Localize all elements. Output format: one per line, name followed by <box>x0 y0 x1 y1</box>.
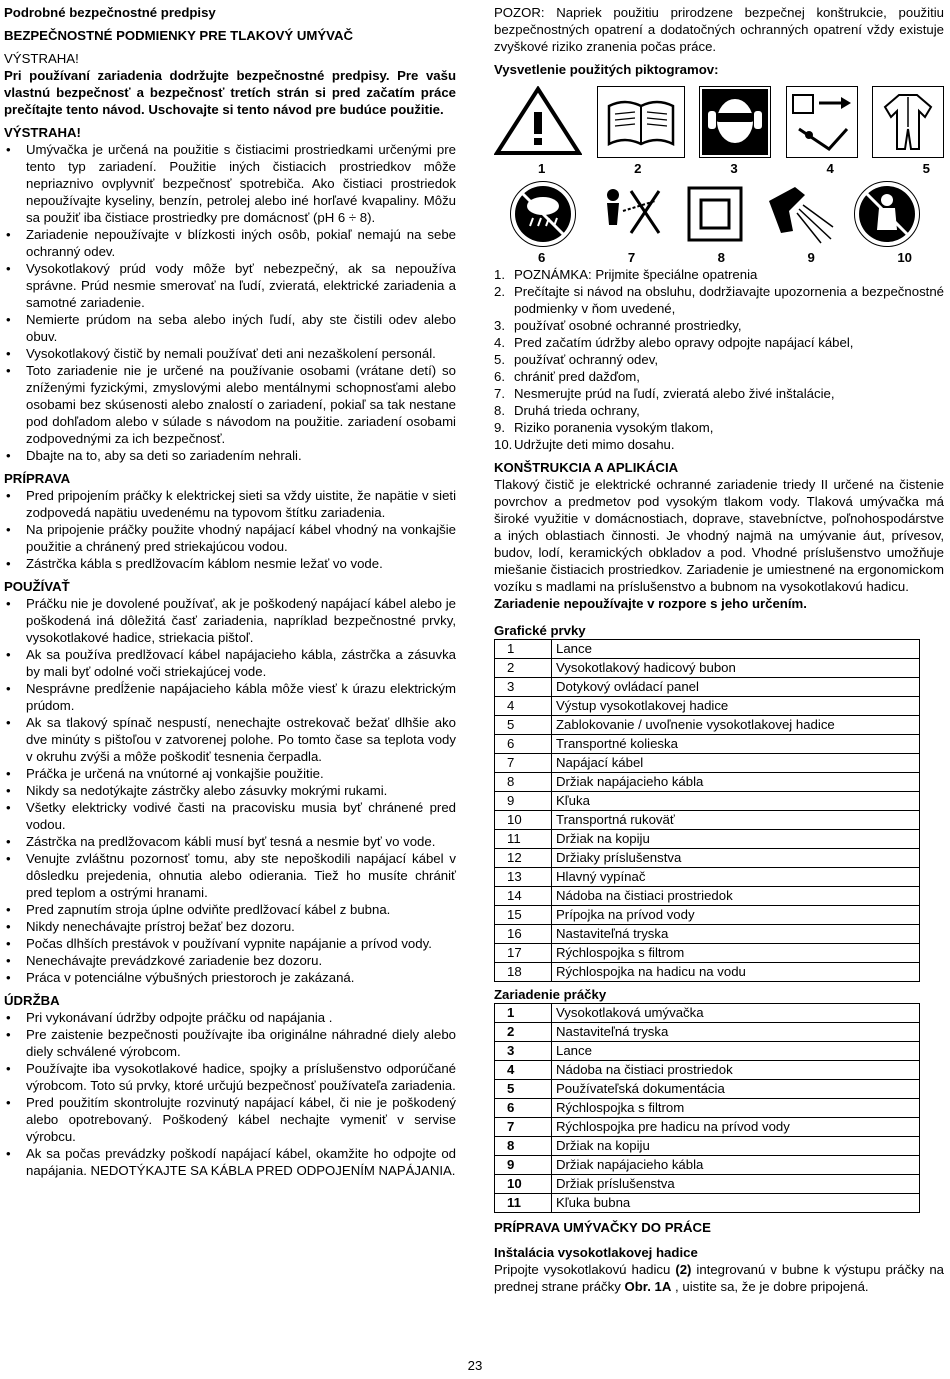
table-cell-number: 4 <box>495 1061 552 1080</box>
list-item: • Nenechávajte prevádzkové zariadenie bez dozoru. <box>4 952 456 969</box>
warning-text: Pri používaní zariadenia dodržujte bezpečnostné predpisy. Pre vašu vlastnú bezpečnosť a bezpečnosť tretích strán si pred začatím práce prečítajte tento návod. Uschovajte si tento návod pre budúce použitie. <box>4 68 456 117</box>
table-cell-number: 3 <box>495 678 552 697</box>
pictogram-legend-item <box>494 317 944 334</box>
table-row <box>495 1194 920 1213</box>
picto-num: 5 <box>922 161 930 176</box>
table-cell-number: 9 <box>495 1156 552 1175</box>
table-row <box>495 887 920 906</box>
warning-label-2: VÝSTRAHA! <box>4 125 81 140</box>
pictogram-legend-item <box>494 402 944 419</box>
priprava-umyvacky-heading: PRÍPRAVA UMÝVAČKY DO PRÁCE <box>494 1220 711 1235</box>
table-cell-label: Držiak na kopiju <box>552 1137 920 1156</box>
pictogram-legend-item <box>494 266 944 283</box>
legend-number: 2. <box>494 284 505 299</box>
udrzba-list <box>4 1009 456 1179</box>
picto-num: 10 <box>897 250 912 265</box>
table-row <box>495 1156 920 1175</box>
legend-number: 10. <box>494 437 513 452</box>
table-cell-label: Používateľská dokumentácia <box>552 1080 920 1099</box>
table-cell-number: 14 <box>495 887 552 906</box>
table-cell-number: 1 <box>495 640 552 659</box>
table-cell-number: 4 <box>495 697 552 716</box>
table-cell-number: 18 <box>495 963 552 982</box>
pictogram-legend-item <box>494 334 944 351</box>
right-column <box>494 4 944 1295</box>
table-cell-label: Dotykový ovládací panel <box>552 678 920 697</box>
legend-number: 9. <box>494 420 505 435</box>
table-cell-number: 2 <box>495 659 552 678</box>
table-cell-number: 11 <box>495 830 552 849</box>
table-cell-label: Držiak na kopiju <box>552 830 920 849</box>
protective-suit-icon <box>872 86 944 158</box>
table-row <box>495 1042 920 1061</box>
table-cell-number: 6 <box>495 1099 552 1118</box>
table-cell-number: 3 <box>495 1042 552 1061</box>
list-item: • Práčka je určená na vnútorné aj vonkajšie použitie. <box>4 765 456 782</box>
table-cell-label: Kľuka <box>552 792 920 811</box>
konstrukcia-heading: KONŠTRUKCIA A APLIKÁCIA <box>494 460 679 475</box>
legend-text: POZNÁMKA: Prijmite špeciálne opatrenia <box>514 267 758 282</box>
legend-number: 8. <box>494 403 505 418</box>
picto-num: 8 <box>717 250 725 265</box>
table-cell-label: Držiaky príslušenstva <box>552 849 920 868</box>
list-item: • Pred zapnutím stroja úplne odviňte predlžovací kábel z bubna. <box>4 901 456 918</box>
table-cell-label: Vysokotlakový hadicový bubon <box>552 659 920 678</box>
list-item: • Nesprávne predĺženie napájacieho kábla môže viesť k úrazu elektrickým prúdom. <box>4 680 456 714</box>
picto-num: 1 <box>538 161 546 176</box>
safety-subtitle: BEZPEČNOSTNÉ PODMIENKY PRE TLAKOVÝ UMÝVAČ <box>4 28 354 43</box>
list-item: • Pre zaistenie bezpečnosti používajte iba originálne náhradné diely alebo diely schválené výrobcom. <box>4 1026 456 1060</box>
picto-num: 9 <box>807 250 815 265</box>
legend-text: Druhá trieda ochrany, <box>514 403 640 418</box>
list-item: • Vysokotlakový čistič by nemali používať deti ani nezaškolení personál. <box>4 345 456 362</box>
graficke-table <box>494 639 920 982</box>
table-row <box>495 792 920 811</box>
instalacia-text: Pripojte vysokotlakovú hadicu (2) integrovanú v bubne k výstupu práčky na prednej strane práčky Obr. 1A , uistite sa, že je dobre pripojená. <box>494 1262 944 1294</box>
class-ii-icon <box>682 181 748 247</box>
legend-text: používať ochranný odev, <box>514 352 658 367</box>
table-row <box>495 773 920 792</box>
pictogram-legend-item <box>494 419 944 436</box>
pictogram-legend-item <box>494 351 944 368</box>
zariadenie-table <box>494 1003 920 1213</box>
table-row <box>495 754 920 773</box>
warning-list <box>4 141 456 464</box>
list-item: • Nikdy nenechávajte prístroj bežať bez dozoru. <box>4 918 456 935</box>
legend-number: 5. <box>494 352 505 367</box>
warning-label: VÝSTRAHA! <box>4 51 79 66</box>
table-cell-label: Lance <box>552 640 920 659</box>
table-cell-label: Zablokovanie / uvoľnenie vysokotlakovej hadice <box>552 716 920 735</box>
pictogram-legend-item <box>494 385 944 402</box>
table-row <box>495 678 920 697</box>
instalacia-heading: Inštalácia vysokotlakovej hadice <box>494 1245 698 1260</box>
table-cell-number: 17 <box>495 944 552 963</box>
table-cell-label: Výstup vysokotlakovej hadice <box>552 697 920 716</box>
table-cell-label: Rýchlospojka pre hadicu na prívod vody <box>552 1118 920 1137</box>
table-cell-number: 5 <box>495 1080 552 1099</box>
table-cell-label: Rýchlospojka s filtrom <box>552 944 920 963</box>
zariadenie-heading: Zariadenie práčky <box>494 987 607 1002</box>
section-title: Podrobné bezpečnostné predpisy <box>4 5 216 20</box>
picto-num: 2 <box>634 161 642 176</box>
table-cell-number: 10 <box>495 1175 552 1194</box>
table-row <box>495 963 920 982</box>
table-row <box>495 811 920 830</box>
list-item: • Všetky elektricky vodivé časti na pracovisku musia byť chránené pred vodou. <box>4 799 456 833</box>
table-cell-label: Kľuka bubna <box>552 1194 920 1213</box>
table-cell-number: 10 <box>495 811 552 830</box>
table-cell-label: Držiak napájacieho kábla <box>552 773 920 792</box>
table-row <box>495 1080 920 1099</box>
table-cell-number: 1 <box>495 1004 552 1023</box>
table-cell-label: Nádoba na čistiaci prostriedok <box>552 887 920 906</box>
list-item: • Na pripojenie práčky použite vhodný napájací kábel vhodný na vonkajšie použitie a chránený pred striekajúcou vodou. <box>4 521 456 555</box>
list-item: • Toto zariadenie nie je určené na používanie osobami (vrátane detí) so zníženými fyzickými, zmyslovými alebo mentálnymi schopnosťami alebo osobami bez skúsenosti alebo znalostí o zariadení, pokiaľ sa tak nestane pod dohľadom alebo v súlade s návodom na použitie. zariadení osobami zodpovednými za ich bezpečnosť. <box>4 362 456 447</box>
table-cell-label: Držiak napájacieho kábla <box>552 1156 920 1175</box>
table-row <box>495 1175 920 1194</box>
legend-number: 1. <box>494 267 505 282</box>
pozor-text: POZOR: Napriek použitiu prirodzene bezpečnej konštrukcie, použitiu bezpečnostných opatrení a dodatočných ochranných opatrení vždy existuje zvyškové riziko zranenia počas práce. <box>494 5 944 54</box>
list-item: • Zariadenie nepoužívajte v blízkosti iných osôb, pokiaľ nemajú na sebe ochranný odev. <box>4 226 456 260</box>
table-cell-number: 12 <box>495 849 552 868</box>
legend-text: Prečítajte si návod na obsluhu, dodržiavajte upozornenia a bezpečnostné podmienky v ňom uvedené, <box>514 284 944 316</box>
table-row <box>495 697 920 716</box>
unplug-icon <box>786 86 858 158</box>
list-item: • Zástrčka kábla s predlžovacím káblom nesmie ležať vo vode. <box>4 555 456 572</box>
table-cell-number: 7 <box>495 754 552 773</box>
table-cell-number: 13 <box>495 868 552 887</box>
table-row <box>495 1061 920 1080</box>
open-book-icon <box>597 86 685 158</box>
legend-text: Nesmerujte prúd na ľudí, zvieratá alebo živé inštalácie, <box>514 386 835 401</box>
picto-num: 6 <box>538 250 546 265</box>
table-row <box>495 1099 920 1118</box>
konstrukcia-warning: Zariadenie nepoužívajte v rozpore s jeho určením. <box>494 596 807 611</box>
table-row <box>495 659 920 678</box>
pictogram-row-1 <box>494 86 944 158</box>
table-row <box>495 716 920 735</box>
list-item: • Nikdy sa nedotýkajte zástrčky alebo zásuvky mokrými rukami. <box>4 782 456 799</box>
table-row <box>495 849 920 868</box>
table-cell-number: 2 <box>495 1023 552 1042</box>
list-item: • Počas dlhších prestávok v používaní vypnite napájanie a prívod vody. <box>4 935 456 952</box>
legend-text: používať osobné ochranné prostriedky, <box>514 318 742 333</box>
legend-number: 7. <box>494 386 505 401</box>
pictogram-row-2 <box>494 181 944 247</box>
table-row <box>495 640 920 659</box>
table-cell-number: 8 <box>495 773 552 792</box>
pictogram-legend-item <box>494 283 944 317</box>
table-row <box>495 830 920 849</box>
table-row <box>495 906 920 925</box>
table-row <box>495 1004 920 1023</box>
keep-children-away-icon <box>854 181 920 247</box>
picto-num: 4 <box>826 161 834 176</box>
table-cell-label: Lance <box>552 1042 920 1061</box>
protective-gear-icon <box>699 86 771 158</box>
picto-heading: Vysvetlenie použitých piktogramov: <box>494 62 719 77</box>
legend-number: 3. <box>494 318 505 333</box>
udrzba-heading: ÚDRŽBA <box>4 993 60 1008</box>
table-row <box>495 1118 920 1137</box>
list-item: • Pri vykonávaní údržby odpojte práčku od napájania . <box>4 1009 456 1026</box>
table-cell-number: 8 <box>495 1137 552 1156</box>
table-cell-label: Rýchlospojka s filtrom <box>552 1099 920 1118</box>
page-number: 23 <box>467 1358 483 1373</box>
priprava-heading: PRÍPRAVA <box>4 471 71 486</box>
list-item: • Nemierte prúdom na seba alebo iných ľudí, aby ste čistili odev alebo obuv. <box>4 311 456 345</box>
table-cell-label: Transportná rukoväť <box>552 811 920 830</box>
list-item: • Ak sa počas prevádzky poškodí napájací kábel, okamžite ho odpojte od napájania. NEDOTÝKAJTE SA KÁBLA PRED ODPOJENÍM NAPÁJANIA. <box>4 1145 456 1179</box>
list-item: • Ak sa používa predlžovací kábel napájacieho kábla, zástrčka a zásuvka by mali byť odolné voči striekajúcej vode. <box>4 646 456 680</box>
table-cell-label: Nastaviteľná tryska <box>552 925 920 944</box>
table-cell-label: Transportné kolieska <box>552 735 920 754</box>
legend-text: Pred začatím údržby alebo opravy odpojte napájací kábel, <box>514 335 854 350</box>
high-pressure-jet-icon <box>765 181 837 247</box>
picto-num: 3 <box>730 161 738 176</box>
list-item: • Pred pripojením práčky k elektrickej sieti sa vždy uistite, že napätie v sieti zodpovedá napätiu uvedenému na typovom štítku zariadenia. <box>4 487 456 521</box>
list-item: • Ak sa tlakový spínač nespustí, nenechajte ostrekovač bežať dlhšie ako dve minúty s pištoľou v zatvorenej polohe. Po tomto čase sa teplota vody v okruhu zvýši a môže poškodiť tesnenia čerpadla. <box>4 714 456 765</box>
list-item: • Vysokotlakový prúd vody môže byť nebezpečný, ak sa nepoužíva správne. Prúd nesmie smerovať na ľudí, zvieratá, elektrické zariadenia a samotné zariadenie. <box>4 260 456 311</box>
left-column <box>4 4 456 1179</box>
pictogram-numbers-2 <box>494 249 944 266</box>
table-row <box>495 944 920 963</box>
table-cell-label: Nastaviteľná tryska <box>552 1023 920 1042</box>
table-cell-label: Hlavný vypínač <box>552 868 920 887</box>
picto-num: 7 <box>627 250 636 265</box>
table-cell-number: 9 <box>495 792 552 811</box>
pictogram-numbers-1 <box>494 160 944 177</box>
table-row <box>495 925 920 944</box>
graficke-heading: Grafické prvky <box>494 623 586 638</box>
list-item: • Dbajte na to, aby sa deti so zariadením nehrali. <box>4 447 456 464</box>
table-row <box>495 1023 920 1042</box>
list-item: • Používajte iba vysokotlakové hadice, spojky a príslušenstvo odporúčané výrobcom. Toto sú prvky, ktoré určujú bezpečnosť používateľa zariadenia. <box>4 1060 456 1094</box>
table-cell-number: 15 <box>495 906 552 925</box>
table-row <box>495 1137 920 1156</box>
table-cell-number: 11 <box>495 1194 552 1213</box>
rain-protection-icon <box>510 181 576 247</box>
table-cell-number: 7 <box>495 1118 552 1137</box>
pictogram-legend-item <box>494 368 944 385</box>
list-item: • Zástrčka na predlžovacom kábli musí byť tesná a nesmie byť vo vode. <box>4 833 456 850</box>
list-item: • Pred použitím skontrolujte rozvinutý napájací kábel, či nie je poškodený alebo opotrebovaný. Poškodený kábel nechajte vymeniť v servise výrobcu. <box>4 1094 456 1145</box>
table-row <box>495 735 920 754</box>
legend-text: Riziko poranenia vysokým tlakom, <box>514 420 714 435</box>
warning-triangle-icon <box>494 86 582 156</box>
table-cell-label: Nádoba na čistiaci prostriedok <box>552 1061 920 1080</box>
list-item: • Venujte zvláštnu pozornosť tomu, aby ste nepoškodili napájací kábel v dôsledku prejedenia, ohnutia alebo odierania. Tiež ho musíte chrániť pred teplom a ostrými hranami. <box>4 850 456 901</box>
table-cell-label: Prípojka na prívod vody <box>552 906 920 925</box>
table-cell-number: 5 <box>495 716 552 735</box>
list-item: • Umývačka je určená na použitie s čistiacimi prostriedkami určenými pre tento typ zariadení. Použitie iných čistiacich prostriedkov môže nepriaznivo ovplyvniť bezpečnosť spotrebiča. Ako čistiaci prostriedok nepoužívajte kyseliny, benzín, petrolej alebo iné horľavé kvapaliny. Môžu sa použiť iba čistiace prostriedky pre domácnosť (pH 6 ÷ 8). <box>4 141 456 226</box>
legend-number: 4. <box>494 335 505 350</box>
no-spray-people-icon <box>593 181 665 247</box>
pouzivat-list <box>4 595 456 986</box>
priprava-list <box>4 487 456 572</box>
table-row <box>495 868 920 887</box>
legend-text: Udržujte deti mimo dosahu. <box>514 437 675 452</box>
table-cell-number: 16 <box>495 925 552 944</box>
legend-number: 6. <box>494 369 505 384</box>
pictogram-legend-list <box>494 266 944 453</box>
table-cell-label: Napájací kábel <box>552 754 920 773</box>
table-cell-label: Držiak príslušenstva <box>552 1175 920 1194</box>
list-item: • Práca v potenciálne výbušných priestoroch je zakázaná. <box>4 969 456 986</box>
pouzivat-heading: POUŽÍVAŤ <box>4 579 70 594</box>
list-item: • Práčku nie je dovolené používať, ak je poškodený napájací kábel alebo je poškodená iná dôležitá časť zariadenia, napríklad bezpečnostné prvky, vysokotlakové hadice, striekacia pištoľ. <box>4 595 456 646</box>
pictogram-legend-item <box>494 436 944 453</box>
table-cell-number: 6 <box>495 735 552 754</box>
konstrukcia-text: Tlakový čistič je elektrické ochranné zariadenie triedy II určené na čistenie povrchov a predmetov pod vysokým tlakom vody. Tlaková umývačka má široké využitie v domácnostiach, doprave, stavebníctve, poľnohospodárstve a iných oblastiach činnosti. Je vhodný najmä na umývanie áut, prívesov, budov, lodí, keramických obkladov a pod. Vhodné príslušenstvo umožňuje miešanie čistiacich prostriedkov. Zariadenie je umiestnené na ergonomickom vozíku s madlami na príslušenstvo a bubnom na vysokotlakovú hadicu. <box>494 477 944 594</box>
legend-text: chrániť pred dažďom, <box>514 369 640 384</box>
table-cell-label: Vysokotlaková umývačka <box>552 1004 920 1023</box>
table-cell-label: Rýchlospojka na hadicu na vodu <box>552 963 920 982</box>
